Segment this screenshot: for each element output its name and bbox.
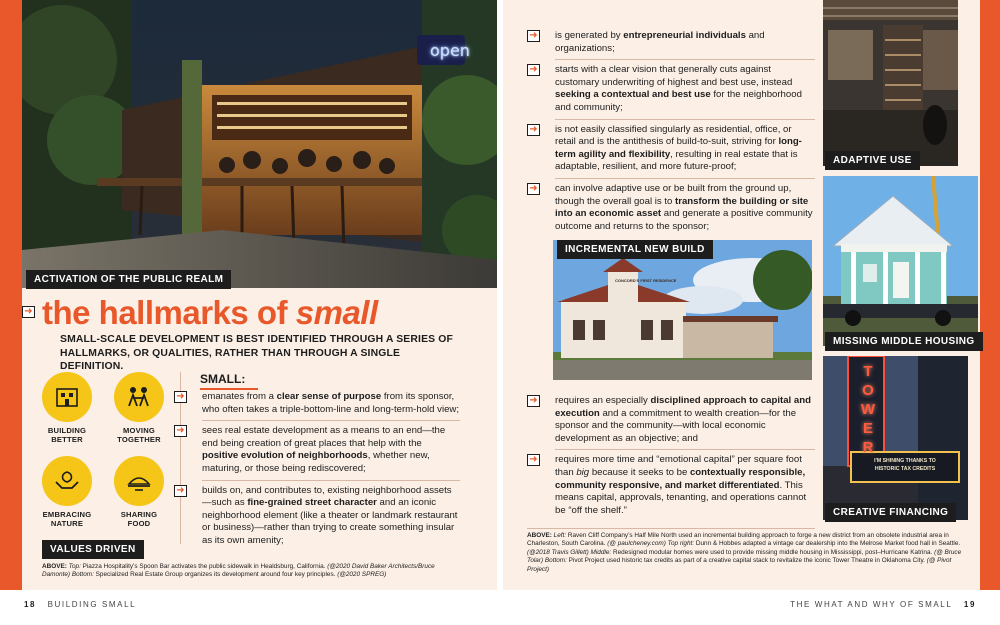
photo-incremental-new-build bbox=[553, 240, 812, 380]
hands-leaf-icon bbox=[53, 468, 81, 494]
photo-tag-adaptive: ADAPTIVE USE bbox=[825, 151, 920, 170]
hallmarks-list-left bbox=[174, 391, 460, 548]
list-item: ➜ builds on, and contributes to, existing neighborhood assets—such as fine-grained street character and an iconic neighborhood element (like a theater or landmark restaurant or business)—rather than trying to create something insular as its own amenity; bbox=[174, 485, 460, 548]
arrow-icon: ➜ bbox=[527, 395, 540, 407]
photo-tag-incremental: INCREMENTAL NEW BUILD bbox=[557, 240, 713, 259]
list-item: ➜ is not easily classified singularly as residential, office, or retail and is the antithesis of build-to-suit, striving for long-term agility and flexibility, resulting in real estate that is adaptable, resilient, and more future-proof; bbox=[527, 124, 815, 174]
tower-marquee-letters: T O W E R bbox=[860, 363, 876, 456]
arrow-icon: ➜ bbox=[174, 485, 187, 497]
caption-rule bbox=[527, 528, 815, 529]
arrow-icon: ➜ bbox=[174, 391, 187, 403]
list-item: ➜ requires an especially disciplined approach to capital and execution and a commitment to wealth creation—for the sponsor and the community—with local economic development as an objective; and bbox=[527, 395, 815, 445]
values-icons bbox=[36, 372, 176, 532]
value-embracing-nature: EMBRACING NATURE bbox=[36, 456, 98, 528]
list-item: ➜ sees real estate development as a means to an end—the end being creation of great places that help with the positive evolution of neighborhoods, whether new, maturing, or those being rediscovered; bbox=[174, 425, 460, 475]
marquee-text: I'M SHINING THANKS TO HISTORIC TAX CREDITS bbox=[874, 458, 936, 472]
food-icon bbox=[125, 468, 153, 494]
arrow-icon: ➜ bbox=[527, 183, 540, 195]
value-building-better: BUILDING BETTER bbox=[36, 372, 98, 444]
list-item: ➜ can involve adaptive use or be built from the ground up, though the overall goal is to transform the building or site into an economic asset and generate a positive community outcome and returns to the sponsor; bbox=[527, 183, 815, 233]
left-accent-bleed bbox=[0, 0, 22, 590]
right-footer: THE WHAT AND WHY OF SMALL 19 bbox=[790, 600, 976, 609]
hallmarks-list-right-top bbox=[527, 30, 815, 233]
right-accent-bleed bbox=[980, 0, 1000, 590]
arrow-icon: ➜ bbox=[527, 454, 540, 466]
building-icon bbox=[54, 384, 80, 410]
left-caption: ABOVE: Top: Piazza Hospitality’s Spoon Bar activates the public sidewalk in Healdsburg, California. (@2020 David Baker Architects/Bruce Damonte) Bottom: Specialized Real Estate Group organizes its development around four key principles. (@2020 SPREG) bbox=[42, 563, 435, 579]
list-item: ➜ emanates from a clear sense of purpose from its sponsor, who often takes a triple-bottom-line and long-term-hold view; bbox=[174, 391, 460, 416]
list-item: ➜ starts with a clear vision that generally cuts against customary underwriting of highest and best use, instead seeking a contextual and best use for the neighborhood and community; bbox=[527, 64, 815, 114]
arrow-icon: ➜ bbox=[527, 64, 540, 76]
value-sharing-food: SHARING FOOD bbox=[108, 456, 170, 528]
photo-creative-financing bbox=[823, 356, 968, 520]
photo-adaptive-use bbox=[823, 0, 958, 166]
photo-spoon-bar bbox=[22, 0, 499, 288]
right-page bbox=[503, 0, 1000, 590]
arrow-icon: ➜ bbox=[527, 30, 540, 42]
arrow-icon: ➜ bbox=[527, 124, 540, 136]
open-neon-sign: open bbox=[430, 41, 470, 60]
people-icon bbox=[125, 384, 153, 410]
building-sign: CONCORD'S FIRST RESIDENCE bbox=[615, 278, 677, 283]
photo-missing-middle bbox=[823, 176, 978, 346]
photo-tag-activation: ACTIVATION OF THE PUBLIC REALM bbox=[26, 270, 231, 289]
small-heading: SMALL: bbox=[200, 372, 258, 390]
list-item: ➜ requires more time and “emotional capital” per square foot than big because it seeks to be contextually responsible, community responsive, and market differentiated. This means capital, approvals, tenanting, and operations cannot be “off the shelf.” bbox=[527, 454, 815, 517]
left-footer: 18 BUILDING SMALL bbox=[24, 600, 137, 609]
hallmarks-list-right-bottom bbox=[527, 395, 815, 517]
right-caption: ABOVE: Left: Raven Cliff Company’s Half Mile North used an incremental building approach to forge a new district from an obsolete industrial area in Charleston, South Carolina. (@ paulcheney.com) Top right: Dunn & Hobbes adapted a vintage car dealership into the Melrose Market food hall in Seattle. (@2018 Travis Gillett) Middle: Redesigned modular homes were used to provide missing middle housing in Mississippi, post–Hurricane Katrina. (@ Bruce Tolar) Bottom: Pivot Project used historic tax credits as part of a creative capital stack to revitalize the iconic Tower Theatre in Oklahoma City. (@ Pivot Project) bbox=[527, 532, 962, 573]
title-arrow-icon: ➜ bbox=[22, 306, 35, 318]
left-page bbox=[0, 0, 497, 590]
intro-text: SMALL-SCALE DEVELOPMENT IS BEST IDENTIFIED THROUGH A SERIES OF HALLMARKS, OR QUALITIES, RATHER THAN THROUGH A SINGLE DEFINITION. bbox=[60, 334, 454, 373]
photo-tag-creative-financing: CREATIVE FINANCING bbox=[825, 503, 956, 522]
list-item: ➜ is generated by entrepreneurial individuals and organizations; bbox=[527, 30, 815, 55]
value-moving-together: MOVING TOGETHER bbox=[108, 372, 170, 444]
values-driven-tag: VALUES DRIVEN bbox=[42, 540, 144, 559]
arrow-icon: ➜ bbox=[174, 425, 187, 437]
page-title: the hallmarks of small bbox=[42, 294, 378, 331]
photo-tag-missing-middle: MISSING MIDDLE HOUSING bbox=[825, 332, 983, 351]
